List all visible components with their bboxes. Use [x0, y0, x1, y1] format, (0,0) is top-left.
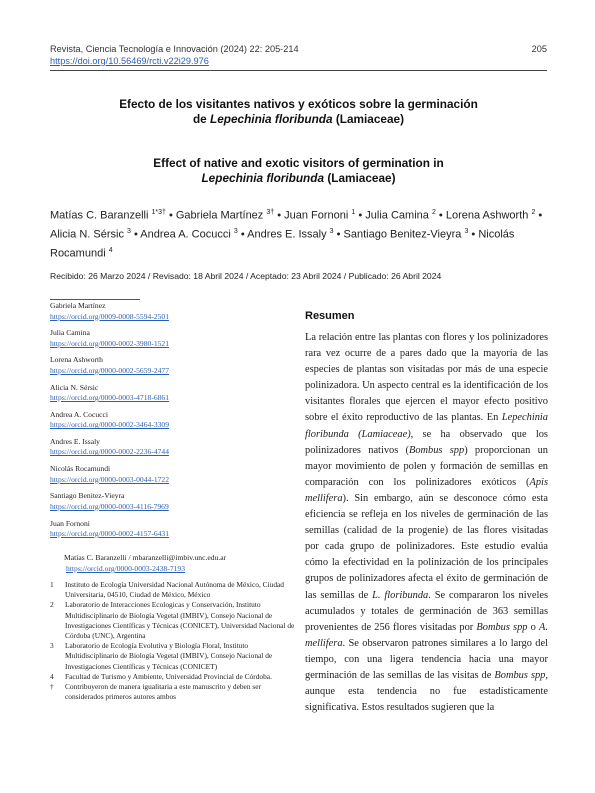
header-divider: [50, 70, 547, 71]
orcid-link[interactable]: https://orcid.org/0000-0002-4157-6431: [50, 529, 170, 538]
author-affiliation-mark: 1*3†: [151, 209, 166, 216]
affiliation-text: Facultad de Turismo y Ambiente, Universidad Provincial de Córdoba.: [65, 671, 272, 681]
publication-dates: Recibido: 26 Marzo 2024 / Revisado: 18 Abril 2024 / Aceptado: 23 Abril 2024 / Publicado: 26 Abril 2024: [50, 271, 442, 281]
affiliation-item: [50, 672, 295, 682]
abstract-text: ). Sin embargo, aún se desconoce cómo esta eficiencia se refleja en los niveles de germinación de las semillas (calidad de la progenie) de las flores visitadas por cada grupo de polinizadores. Este estudio evalúa cómo la efectividad en la polinización de los principales grupos de polinizadores afecta el éxito de germinación de las semillas de: [305, 492, 548, 601]
author-separator: •: [435, 209, 446, 222]
doi-link[interactable]: https://doi.org/10.56469/rcti.v22i29.976: [50, 56, 209, 66]
title-spanish-family: (Lamiaceae): [332, 112, 405, 126]
orcid-entry: [50, 383, 290, 404]
title-spanish-species: Lepechinia floribunda: [209, 112, 333, 126]
affiliation-item: [50, 641, 295, 672]
orcid-link[interactable]: https://orcid.org/0000-0003-4116-7969: [50, 501, 169, 511]
affiliation-list: [50, 580, 295, 702]
author-affiliation-mark: 2: [431, 209, 436, 216]
abstract-italic-term: L. floribunda: [372, 589, 429, 601]
author-separator: •: [535, 209, 543, 222]
author-name: Alicia N. Sérsic: [50, 228, 124, 241]
author-name: Nicolás Rocamundi: [50, 228, 515, 260]
author-affiliation-mark: 4: [108, 246, 113, 254]
title-spanish: [50, 97, 547, 127]
orcid-link[interactable]: https://orcid.org/0000-0003-0044-1722: [50, 474, 170, 484]
author-name: Andres E. Issaly: [247, 228, 327, 241]
author-affiliation-mark: 3†: [266, 209, 275, 216]
abstract-text: ) proporcionan un mayor movimiento de polen y formación de semillas en comparación con los polinizadores exóticos (: [305, 444, 548, 488]
abstract-italic-term: Bombus spp: [476, 621, 528, 633]
orcid-link[interactable]: https://orcid.org/0000-0002-3980-1521: [50, 338, 170, 348]
affiliation-item: [50, 682, 295, 702]
abstract-italic-term: A. mellifera: [305, 621, 548, 649]
author-name: Andrea A. Cocucci: [140, 228, 231, 241]
author-affiliation-mark: 3: [127, 227, 131, 235]
abstract-italic-term: Apis mellifera: [305, 476, 548, 504]
orcid-entry: [50, 464, 290, 485]
author-separator: •: [130, 228, 141, 241]
abstract-text: . Se compararon los niveles acumulados y totales de germinación de 363 semillas provenientes de 256 flores visitadas por: [305, 589, 548, 633]
affiliation-mark: †: [50, 682, 54, 692]
orcid-link[interactable]: https://orcid.org/0000-0002-5659-2477: [50, 365, 170, 375]
abstract-text: . Se observaron patrones similares a lo largo del tiempo, con una ligera tendencia hacia una mayor germinación de las semillas de las visitas de: [305, 637, 548, 681]
affiliation-item: [50, 580, 295, 600]
affiliation-mark: 4: [50, 671, 54, 681]
author-name: Lorena Ashworth: [445, 209, 529, 222]
orcid-author-name: Julia Camina: [50, 328, 90, 338]
author-affiliation-mark: 2: [531, 209, 536, 216]
affiliation-mark: 3: [50, 641, 54, 651]
author-name: Matías C. Baranzelli: [50, 209, 149, 222]
orcid-entry: [50, 355, 290, 376]
orcid-link[interactable]: https://orcid.org/0009-0008-5594-2501: [50, 311, 170, 321]
affiliation-text: Laboratorio de Ecología Evolutiva y Biología Floral, Instituto Multidisciplinario de Biología Vegetal (IMBIV), Consejo Nacional de Investigaciones Científicas y Técnicas (CONICET): [65, 641, 273, 671]
title-english-family: (Lamiaceae): [324, 171, 396, 185]
orcid-entry: [50, 410, 290, 431]
author-list: [50, 205, 548, 262]
affiliation-text: Contribuyeron de manera igualitaria a este manuscrito y deben ser considerados primeros autores ambos: [65, 682, 261, 702]
abstract-italic-term: Bombus spp: [409, 444, 465, 456]
author-name: Santiago Benitez-Vieyra: [343, 228, 462, 241]
footnote-divider: [50, 299, 140, 300]
abstract-heading: Resumen: [305, 310, 355, 322]
orcid-author-name: Juan Fornoni: [50, 518, 90, 528]
author-name: Julia Camina: [365, 209, 429, 222]
title-english-line1: Effect of native and exotic visitors of germination in: [153, 156, 444, 170]
author-separator: •: [165, 209, 176, 222]
author-separator: •: [333, 228, 344, 241]
orcid-author-name: Alicia N. Sérsic: [50, 382, 99, 392]
author-separator: •: [237, 228, 248, 241]
title-english-species: Lepechinia floribunda: [201, 171, 325, 185]
affiliation-text: Instituto de Ecología Universidad Nacional Autónoma de México, Ciudad Universitaria, 04510, Ciudad de México, México: [65, 580, 285, 600]
abstract-italic-term: Bombus spp: [494, 669, 546, 681]
orcid-author-name: Nicolás Rocamundi: [50, 464, 111, 474]
orcid-entry: [50, 301, 290, 322]
abstract-body: [305, 330, 548, 716]
author-affiliation-mark: 3: [464, 227, 469, 235]
orcid-author-name: Gabriela Martínez: [50, 301, 106, 310]
author-separator: •: [355, 209, 366, 222]
author-separator: •: [468, 228, 479, 241]
orcid-author-name: Andres E. Issaly: [50, 436, 100, 446]
orcid-entry: [50, 437, 290, 458]
journal-citation: Revista, Ciencia Tecnología e Innovación (2024) 22: 205-214: [50, 44, 299, 54]
author-separator: •: [274, 209, 285, 222]
affiliation-item: [50, 600, 295, 641]
orcid-author-name: Andrea A. Cocucci: [50, 409, 108, 419]
abstract-italic-term: Lepechinia floribunda (Lamiaceae): [305, 412, 548, 440]
orcid-entry: [50, 328, 290, 349]
orcid-author-name: Santiago Benitez-Vieyra: [50, 491, 125, 501]
corresponding-author-contact: Matías C. Baranzelli / mbaranzelli@imbiv.unc.edu.ar: [64, 553, 227, 562]
orcid-link[interactable]: https://orcid.org/0000-0003-4718-6861: [50, 393, 170, 403]
title-spanish-line2: [50, 112, 547, 127]
author-affiliation-mark: 1: [351, 209, 356, 216]
author-affiliation-mark: 3: [329, 227, 334, 235]
affiliation-text: Laboratorio de Interacciones Ecologicas y Conservación, Instituto Multidisciplinario de Biología Vegetal (IMBIV), Consejo Nacional de Investigaciones Científicas y Técnicas (CONICET), Universidad Nacional de Córdoba (UNC), Argentina: [65, 600, 295, 641]
affiliation-mark: 2: [50, 600, 54, 610]
orcid-entry: [50, 491, 290, 512]
abstract-text: La relación entre las plantas con flores y los polinizadores rara vez ocurre de a pares dado que la mayoría de las especies de plantas son visitadas por más de una especie polinizadora. Un aspecto central es la identificación de los visitantes florales que ejercen el mayor efecto positivo sobre el éxito reproductivo de las plantas. En: [305, 332, 548, 424]
author-affiliation-mark: 3: [233, 227, 238, 235]
title-english-line2: [50, 171, 547, 186]
page-number: 205: [531, 44, 547, 54]
orcid-link[interactable]: https://orcid.org/0000-0002-2236-4744: [50, 447, 170, 457]
corresponding-orcid-link[interactable]: https://orcid.org/0000-0003-2438-7193: [66, 564, 186, 573]
orcid-author-name: Lorena Ashworth: [50, 355, 103, 365]
abstract-text: , aunque esta tendencia no fue estadísticamente significativa. Estos resultados sugieren que la: [305, 669, 548, 714]
orcid-list: [50, 301, 290, 546]
title-english: [50, 156, 547, 186]
orcid-link[interactable]: https://orcid.org/0000-0002-3464-3309: [50, 420, 170, 430]
orcid-entry: [50, 519, 290, 540]
title-spanish-pre: de: [192, 112, 210, 126]
author-name: Juan Fornoni: [284, 209, 349, 222]
corresponding-author: [64, 552, 304, 574]
author-name: Gabriela Martínez: [175, 209, 264, 222]
title-spanish-line1: Efecto de los visitantes nativos y exóticos sobre la germinación: [119, 97, 478, 111]
affiliation-mark: 1: [50, 580, 54, 589]
abstract-text: o: [527, 621, 540, 633]
abstract-text: , se ha observado que los polinizadores nativos (: [305, 428, 548, 456]
